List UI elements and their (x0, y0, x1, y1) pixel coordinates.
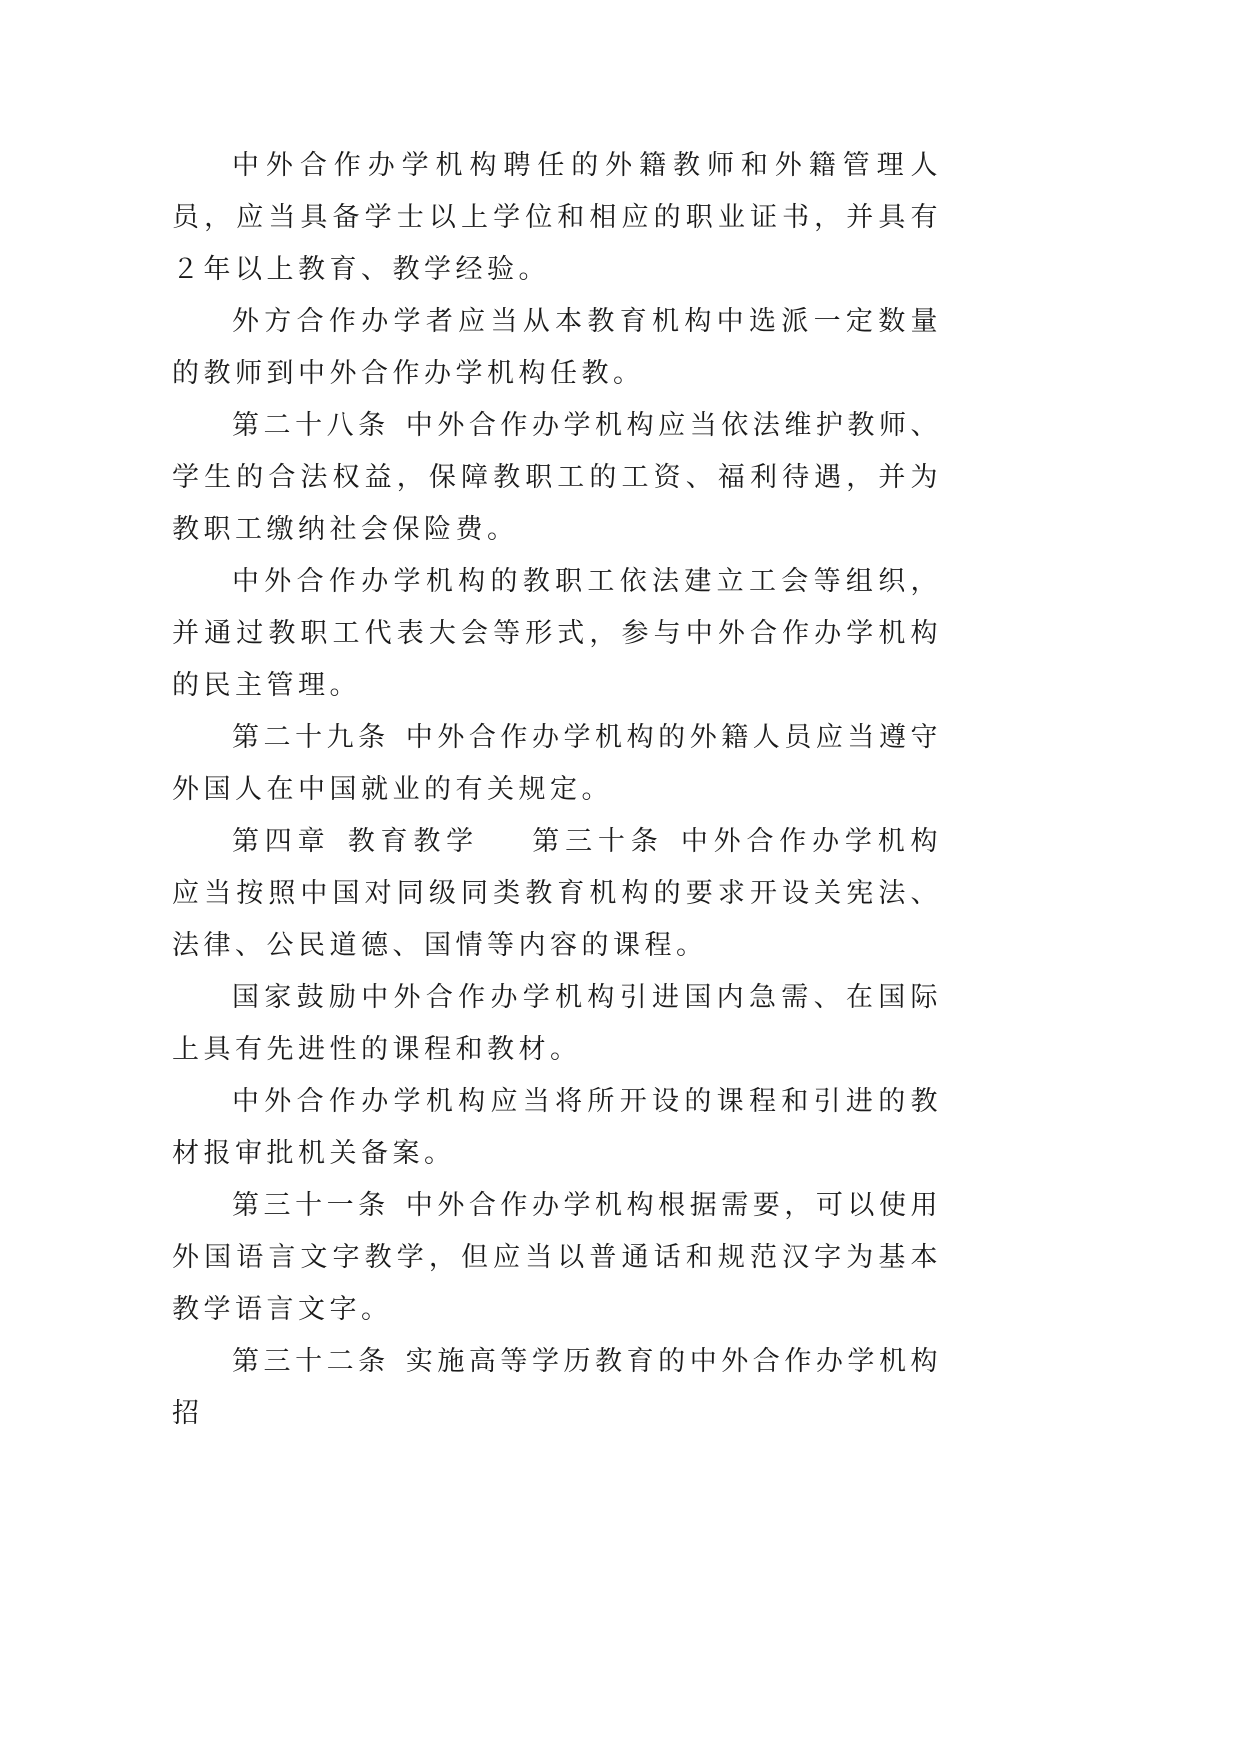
paragraph-article-28 (172, 400, 942, 556)
article-number: 第三十二条 (232, 1346, 390, 1377)
paragraph-text: 中外合作办学机构的外籍人员应当遵守外国人在中国就业的有关规定。 (172, 722, 943, 805)
paragraph-text: 中外合作办学机构应当按照中国对同级同类教育机构的要求开设关宪法、法律、公民道德、国情等内容的课程。 (172, 826, 943, 961)
paragraph-article-29 (172, 712, 942, 816)
article-number: 第三十条 (531, 826, 664, 857)
paragraph-staff-union (172, 556, 942, 712)
paragraph-text: 实施高等学历教育的中外合作办学机构招 (172, 1346, 943, 1429)
paragraph-chapter-4-article-30 (172, 816, 942, 972)
paragraph-foreign-partner-teachers (172, 296, 942, 400)
chapter-number: 第四章 (232, 826, 331, 857)
article-number: 第二十八条 (232, 410, 390, 441)
paragraph-encourage-courses (172, 972, 942, 1076)
paragraph-text: 中外合作办学机构应当将所开设的课程和引进的教材报审批机关备案。 (172, 1086, 942, 1169)
paragraph-article-31 (172, 1180, 942, 1336)
paragraph-text: 中外合作办学机构根据需要，可以使用外国语言文字教学，但应当以普通话和规范汉字为基本教学语言文字。 (172, 1190, 943, 1325)
paragraph-text: 中外合作办学机构的教职工依法建立工会等组织，并通过教职工代表大会等形式，参与中外合作办学机构的民主管理。 (172, 566, 942, 701)
chapter-title: 教育教学 (346, 826, 479, 857)
paragraph-text: 中外合作办学机构聘任的外籍教师和外籍管理人员，应当具备学士以上学位和相应的职业证书，并具有２年以上教育、教学经验。 (172, 150, 942, 285)
paragraph-text: 中外合作办学机构应当依法维护教师、学生的合法权益，保障教职工的工资、福利待遇，并为教职工缴纳社会保险费。 (172, 410, 943, 545)
paragraph-foreign-teacher-qualifications (172, 140, 942, 296)
paragraph-text: 外方合作办学者应当从本教育机构中选派一定数量的教师到中外合作办学机构任教。 (172, 306, 942, 389)
document-body (172, 140, 942, 1440)
paragraph-article-32 (172, 1336, 942, 1440)
article-number: 第三十一条 (232, 1190, 390, 1221)
paragraph-course-filing (172, 1076, 942, 1180)
paragraph-text: 国家鼓励中外合作办学机构引进国内急需、在国际上具有先进性的课程和教材。 (172, 982, 942, 1065)
article-number: 第二十九条 (232, 722, 390, 753)
